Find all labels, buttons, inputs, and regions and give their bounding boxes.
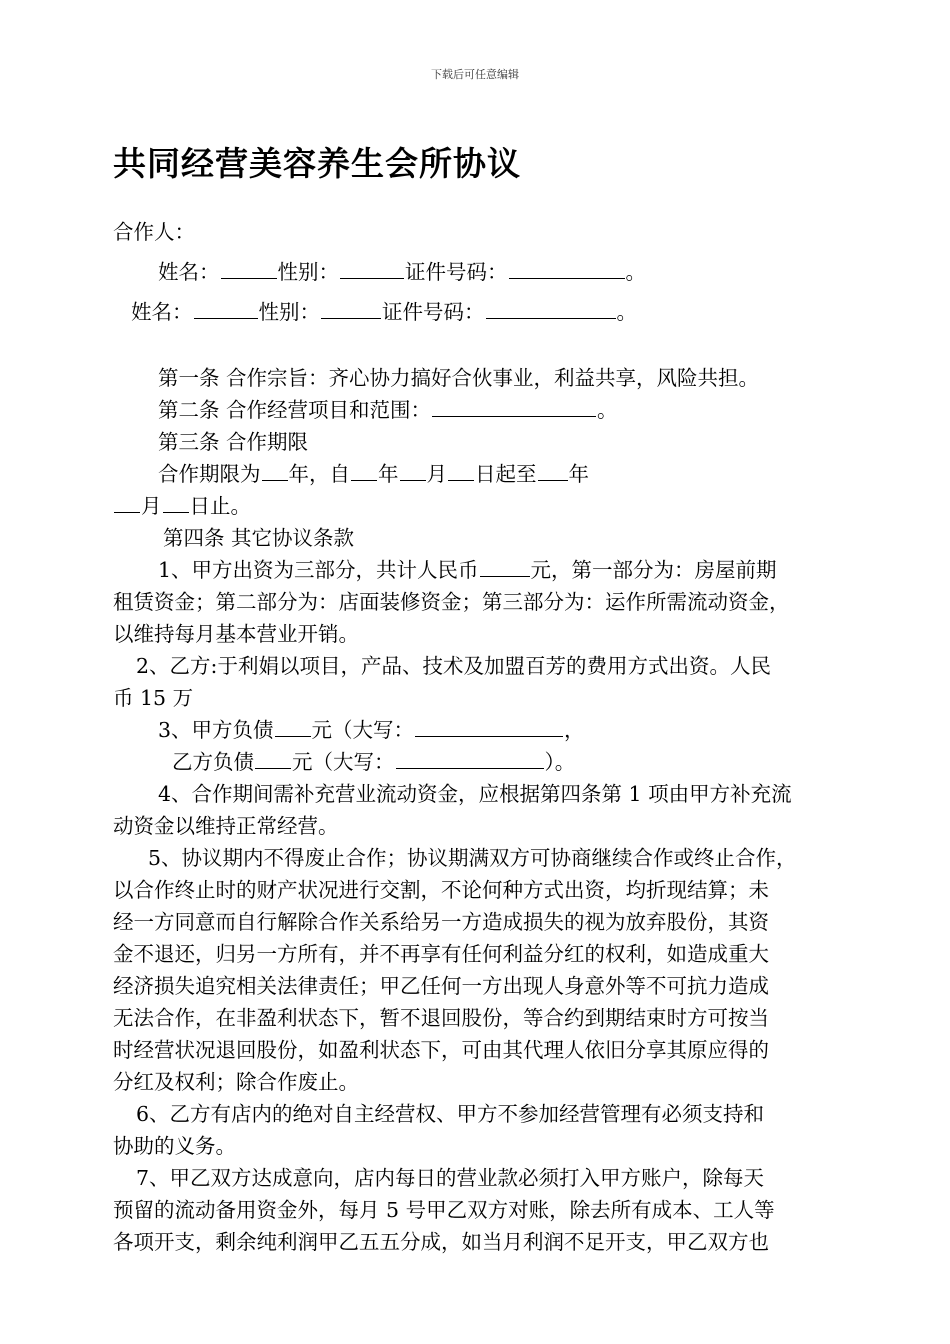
term-text: 年	[568, 462, 589, 486]
header-note: 下载后可任意编辑	[431, 68, 519, 81]
name-blank	[221, 258, 277, 279]
clause-6-line-1: 6、乙方有店内的绝对自主经营权、甲方不参加经营管理有必须支持和	[136, 1102, 765, 1126]
clause-5-line-5: 经济损失追究相关法律责任；甲乙任何一方出现人身意外等不可抗力造成	[113, 974, 769, 998]
clause-5-line-2: 以合作终止时的财产状况进行交割，不论何种方式出资，均折现结算；未	[113, 878, 769, 902]
clause-3-line-1	[158, 714, 585, 746]
article-2	[158, 394, 618, 426]
term-text: 年	[378, 462, 399, 486]
id-label: 证件号码：	[382, 300, 485, 324]
partners-label: 合作人：	[113, 220, 195, 244]
clause-3-line-2	[172, 746, 575, 778]
gender-label: 性别：	[277, 260, 339, 284]
start-year-blank	[351, 460, 377, 481]
row-end: 。	[625, 260, 646, 284]
term-text: 合作期限为	[158, 462, 261, 486]
end-day-blank	[163, 492, 189, 513]
clause-text: 乙方负债	[172, 750, 254, 774]
start-month-blank	[400, 460, 426, 481]
name-label: 姓名：	[158, 260, 220, 284]
name-blank	[194, 298, 258, 319]
clause-7-line-3: 各项开支，剩余纯利润甲乙五五分成，如当月利润不足开支，甲乙双方也	[113, 1230, 769, 1254]
scope-blank	[432, 396, 596, 417]
gender-blank	[340, 258, 404, 279]
party-a-debt-blank	[275, 716, 311, 737]
clause-5-line-8: 分红及权利；除合作废止。	[113, 1070, 359, 1094]
clause-text: 1、甲方出资为三部分，共计人民币	[158, 558, 479, 582]
document-title: 共同经营美容养生会所协议	[113, 144, 521, 183]
id-blank	[509, 258, 625, 279]
clause-7-line-1: 7、甲乙双方达成意向，店内每日的营业款必须打入甲方账户，除每天	[136, 1166, 765, 1190]
clause-4-line-2: 动资金以维持正常经营。	[113, 814, 339, 838]
clause-4-line-1: 4、合作期间需补充营业流动资金，应根据第四条第 1 项由甲方补充流	[158, 782, 792, 806]
clause-1-line-2: 租赁资金；第二部分为：店面装修资金；第三部分为：运作所需流动资金，	[113, 590, 790, 614]
name-label: 姓名：	[131, 300, 193, 324]
start-day-blank	[448, 460, 474, 481]
clause-2-line-1: 2、乙方:于利娟以项目，产品、技术及加盟百芳的费用方式出资。人民	[136, 654, 771, 678]
clause-5-line-4: 金不退还，归另一方所有，并不再享有任何利益分红的权利，如造成重大	[113, 942, 769, 966]
article-4: 第四条 其它协议条款	[163, 526, 355, 550]
clause-6-line-2: 协助的义务。	[113, 1134, 236, 1158]
clause-text: ，	[564, 718, 585, 742]
party-a-debt-words-blank	[415, 716, 563, 737]
row-end: 。	[616, 300, 637, 324]
term-text: 月	[426, 462, 447, 486]
gender-blank	[321, 298, 381, 319]
term-line-1	[158, 458, 589, 490]
article-3: 第三条 合作期限	[158, 430, 309, 454]
clause-5-line-6: 无法合作，在非盈利状态下，暂不退回股份，等合约到期结束时方可按当	[113, 1006, 769, 1030]
id-blank	[486, 298, 616, 319]
clause-text: ）。	[544, 750, 576, 774]
term-text: 月	[141, 494, 162, 518]
clause-1-line-3: 以维持每月基本营业开销。	[113, 622, 359, 646]
clause-1-line-1	[158, 554, 777, 586]
clause-text: 3、甲方负债	[158, 718, 274, 742]
gender-label: 性别：	[258, 300, 320, 324]
term-years-blank	[262, 460, 288, 481]
article-2-end: 。	[597, 398, 618, 422]
article-1: 第一条 合作宗旨：齐心协力搞好合伙事业，利益共享，风险共担。	[158, 366, 760, 390]
term-text: 日止。	[189, 494, 251, 518]
term-text: 年，自	[288, 462, 350, 486]
term-line-2	[113, 490, 251, 522]
end-year-blank	[538, 460, 568, 481]
clause-text: 元，第一部分为：房屋前期	[530, 558, 777, 582]
amount-blank	[480, 556, 530, 577]
article-2-text: 第二条 合作经营项目和范围：	[158, 398, 432, 422]
clause-text: 元（大写：	[292, 750, 395, 774]
party-b-debt-words-blank	[396, 748, 544, 769]
term-text: 日起至	[475, 462, 537, 486]
clause-5-line-3: 经一方同意而自行解除合作关系给另一方造成损失的视为放弃股份，其资	[113, 910, 769, 934]
clause-5-line-1: 5、协议期内不得废止合作；协议期满双方可协商继续合作或终止合作，	[148, 846, 797, 870]
id-label: 证件号码：	[405, 260, 508, 284]
partner-row-1	[158, 256, 646, 288]
partner-row-2	[131, 296, 637, 328]
clause-7-line-2: 预留的流动备用资金外，每月 5 号甲乙双方对账，除去所有成本、工人等	[113, 1198, 775, 1222]
end-month-blank	[114, 492, 140, 513]
clause-text: 元（大写：	[311, 718, 415, 742]
clause-5-line-7: 时经营状况退回股份，如盈利状态下，可由其代理人依旧分享其原应得的	[113, 1038, 769, 1062]
party-b-debt-blank	[255, 748, 291, 769]
clause-2-line-2: 币 15 万	[113, 686, 194, 710]
